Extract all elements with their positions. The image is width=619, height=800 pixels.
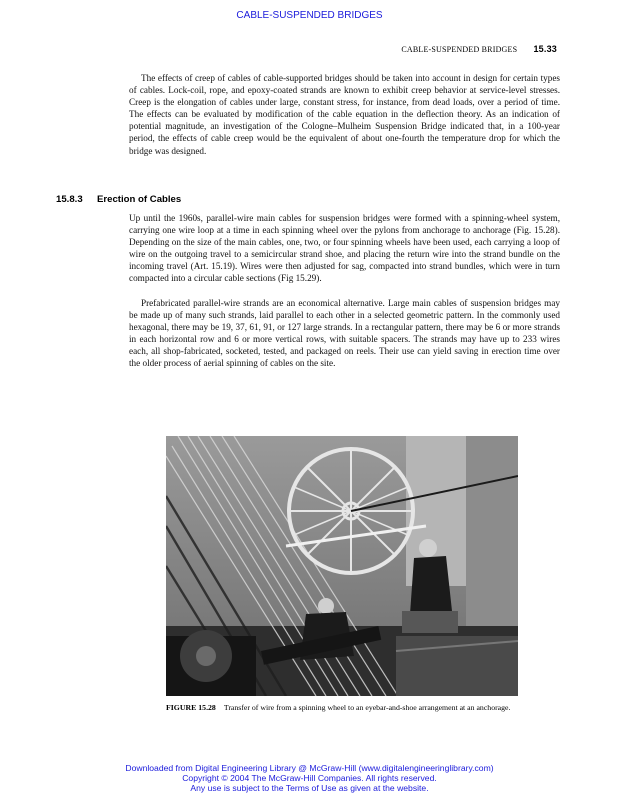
footer-terms-link[interactable]: Any use is subject to the Terms of Use as given at the website. bbox=[190, 783, 429, 793]
figure-caption-text: Transfer of wire from a spinning wheel to an eyebar-and-shoe arrangement at an anchorage. bbox=[223, 703, 511, 712]
intro-paragraph-text: The effects of creep of cables of cable-supported bridges should be taken into account in design for certain types of cables. Lock-coil, rope, and epoxy-coated strands are known to exhibit creep behavior at service-level stresses. Creep is the elongation of cables under large, constant stress, for instance, from dead loads, over a period of time. The effects can be evaluated by modification of the cable equation in the deflection theory. As an indication of potential magnitude, an investigation of the Cologne–Mulheim Suspension Bridge indicated that, in a 100-year period, the effects of cable creep would be the equivalent of about one-fourth the temperature drop for which the bridge was designed. bbox=[129, 73, 560, 156]
section-title: Erection of Cables bbox=[97, 194, 182, 205]
figure-caption bbox=[166, 703, 518, 714]
figure-label: FIGURE 15.28 bbox=[166, 703, 216, 712]
running-head-title: CABLE-SUSPENDED BRIDGES bbox=[401, 45, 518, 54]
section-paragraph-1-text: Up until the 1960s, parallel-wire main cables for suspension bridges were formed with a spinning-wheel system, carrying one wire loop at a time in each spinning wheel over the pylons from anchorage to anchorage (Fig. 15.28). Depending on the size of the main cables, one, two, or four spinning wheels have been used, each carrying a loop of wire on the outgoing travel to a semicircular strand shoe, and placing the return wire into the strand bundle on the incoming travel (Art. 15.19). Wires were then adjusted for sag, compacted into strand bundles, which were in turn compacted into a circular cable sections (Fig 15.29). bbox=[129, 213, 560, 284]
footer-download-link[interactable]: Downloaded from Digital Engineering Library @ McGraw-Hill (www.digitalengineeringlibrary.com) bbox=[125, 763, 494, 773]
figure-photo bbox=[166, 436, 518, 696]
section-paragraph-1 bbox=[129, 212, 560, 285]
page-number: 15.33 bbox=[533, 44, 557, 54]
spinning-wheel-photo bbox=[166, 436, 518, 696]
intro-paragraph bbox=[129, 72, 560, 157]
running-head bbox=[401, 44, 557, 54]
section-paragraph-2 bbox=[129, 297, 560, 370]
header-banner: CABLE-SUSPENDED BRIDGES bbox=[236, 10, 383, 21]
footer-copyright: Copyright © 2004 The McGraw-Hill Companies. All rights reserved. bbox=[182, 773, 437, 783]
section-heading bbox=[56, 194, 181, 205]
section-number: 15.8.3 bbox=[56, 194, 83, 205]
section-paragraph-2-text: Prefabricated parallel-wire strands are an economical alternative. Large main cables of suspension bridges may be made up of many such strands, laid parallel to each other in a selected geometric pattern. In the commonly used hexagonal, there may be 19, 37, 61, 91, or 127 large strands. In a rectangular pattern, there may be 6 or more strands in each horizontal row and 6 or more vertical rows, with suitable spacers. The strands may have up to 233 wires each, all shop-fabricated, socketed, tested, and packaged on reels. Their use can yield saving in erection time over the older process of aerial spinning of cables on the site. bbox=[129, 298, 560, 369]
footer bbox=[0, 763, 619, 793]
